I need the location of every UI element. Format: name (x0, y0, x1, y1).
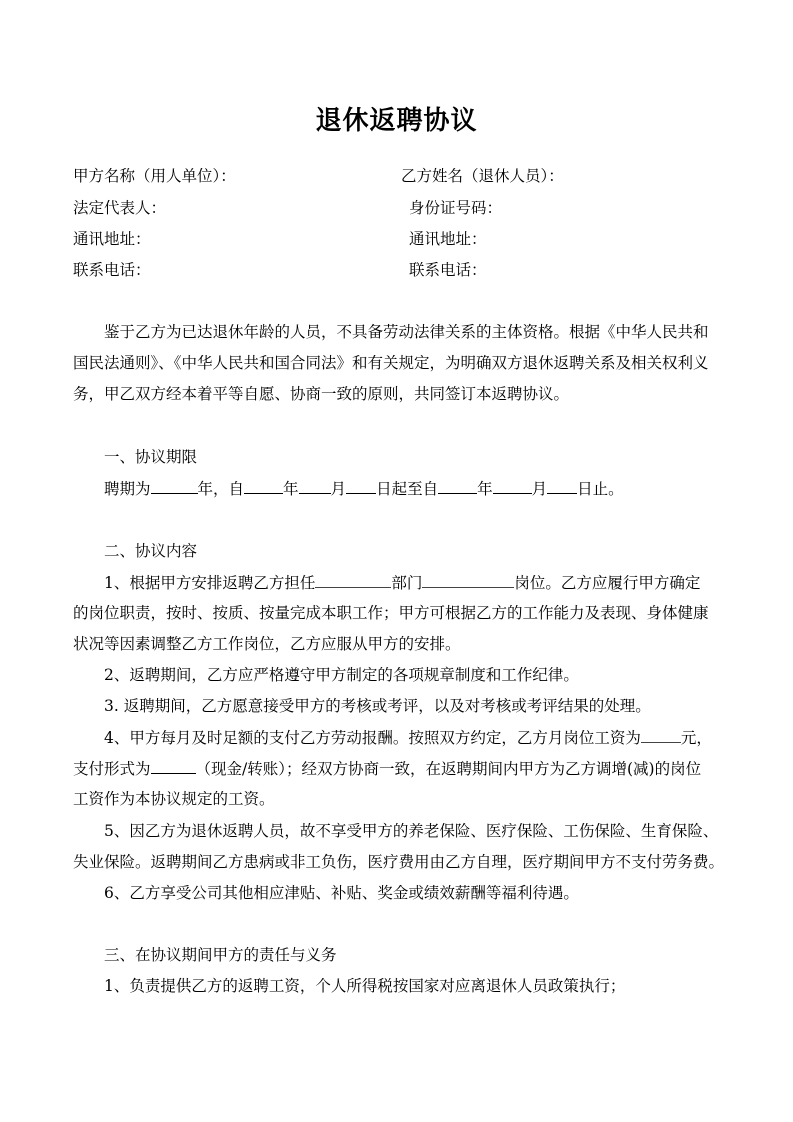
item-3: 3. 返聘期间，乙方愿意接受甲方的考核或考评，以及对考核或考评结果的处理。 (104, 697, 651, 715)
end-month-text: 月 (531, 480, 548, 498)
item-4-line-2-text-b: （现金/转账）；经双方协商一致，在返聘期间内甲方为乙方调增(减)的岗位 (195, 760, 702, 778)
start-day-blank (346, 478, 376, 494)
item-6: 6、乙方享受公司其他相应津贴、补贴、奖金或绩效薪酬等福利待遇。 (104, 884, 579, 902)
item-5-line-2: 失业保险。返聘期间乙方患病或非工负伤，医疗费用由乙方自理，医疗期间甲方不支付劳务费。 (73, 853, 725, 871)
start-month-blank (299, 478, 331, 494)
salary-blank (641, 727, 681, 743)
start-month-text: 月 (330, 480, 347, 498)
term-years-blank (151, 478, 198, 494)
item-1-line-2: 的岗位职责，按时、按质、按量完成本职工作；甲方可根据乙方的工作能力及表现、身体健康 (73, 604, 709, 622)
preamble-line-3: 务，甲乙双方经本着平等自愿、协商一致的原则，共同签订本返聘协议。 (73, 385, 570, 403)
item-4-text-b: 元， (680, 729, 712, 747)
item-4-line-2-text-a: 支付形式为 (73, 760, 151, 778)
end-year-text: 年 (477, 480, 493, 498)
section-3-heading: 三、在协议期间甲方的责任与义务 (104, 946, 337, 964)
item-4-line-1 (104, 727, 712, 748)
item-2: 2、返聘期间，乙方应严格遵守甲方制定的各项规章制度和工作纪律。 (104, 666, 579, 684)
start-year-blank (244, 478, 283, 494)
term-year-start-text: 年，自 (197, 480, 245, 498)
item-4-text-a: 4、甲方每月及时足额的支付乙方劳动报酬。按照双方约定，乙方月岗位工资为 (104, 729, 641, 747)
term-line (104, 478, 624, 499)
party-a-address-label: 通讯地址： (73, 230, 151, 248)
end-day-text: 日止。 (577, 480, 624, 498)
position-blank (422, 572, 514, 588)
preamble-line-2: 国民法通则》、《中华人民共和国合同法》和有关规定，为明确双方退休返聘关系及相关权利义 (73, 354, 709, 372)
preamble-line-1: 鉴于乙方为已达退休年龄的人员，不具备劳动法律关系的主体资格。根据《中华人民共和 (104, 323, 709, 341)
start-day-text: 日起至自 (376, 480, 439, 498)
document-title: 退休返聘协议 (315, 106, 478, 136)
id-number-label: 身份证号码： (409, 199, 503, 217)
department-blank (315, 572, 391, 588)
item-1-text-c: 岗位。乙方应履行甲方确定 (514, 574, 701, 592)
party-b-name-label: 乙方姓名（退休人员）： (401, 167, 564, 185)
party-a-name-label: 甲方名称（用人单位）： (73, 167, 236, 185)
start-year-text: 年 (283, 480, 299, 498)
section-1-heading: 一、协议期限 (104, 448, 198, 466)
item-1-text-a: 1、根据甲方安排返聘乙方担任 (104, 574, 316, 592)
legal-representative-label: 法定代表人： (73, 199, 167, 217)
end-year-blank (438, 478, 477, 494)
party-b-phone-label: 联系电话： (409, 261, 487, 279)
section-3-item-1: 1、负责提供乙方的返聘工资，个人所得税按国家对应离退休人员政策执行； (104, 977, 626, 995)
item-4-line-3: 工资作为本协议规定的工资。 (73, 790, 275, 808)
item-1-line-3: 状况等因素调整乙方工作岗位，乙方应服从甲方的安排。 (73, 635, 461, 653)
item-5-line-1: 5、因乙方为退休返聘人员，故不享受甲方的养老保险、医疗保险、工伤保险、生育保险、 (104, 822, 719, 840)
item-1-text-b: 部门 (391, 574, 423, 592)
item-4-line-2 (73, 758, 701, 779)
end-day-blank (547, 478, 577, 494)
party-a-phone-label: 联系电话： (73, 261, 151, 279)
item-1-line-1 (104, 572, 700, 593)
section-2-heading: 二、协议内容 (104, 542, 198, 560)
payment-method-blank (151, 758, 196, 774)
term-prefix: 聘期为 (104, 480, 151, 498)
party-b-address-label: 通讯地址： (409, 230, 487, 248)
end-month-blank (493, 478, 532, 494)
